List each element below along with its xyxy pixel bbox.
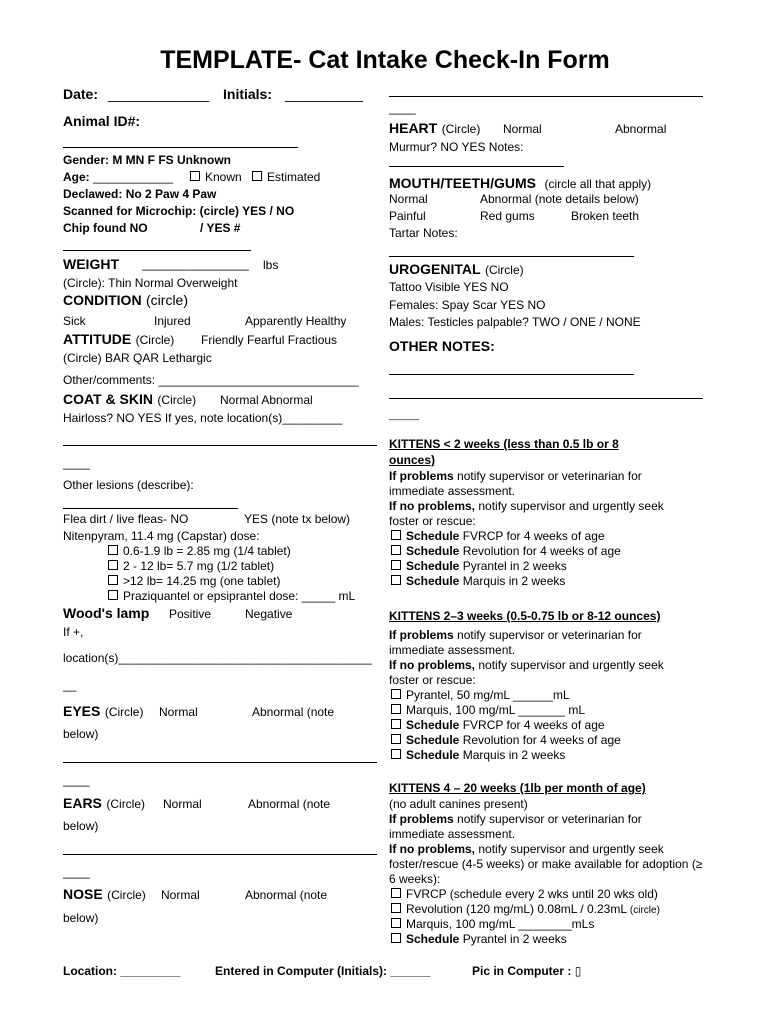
other-notes-field-2[interactable]: [389, 398, 703, 399]
k3-item-small: (circle): [629, 905, 660, 916]
dose-label: Praziquantel or epsiprantel dose: _____ mL: [123, 589, 356, 603]
eyes-normal: Normal: [159, 705, 198, 719]
woods-if: If +,: [63, 625, 84, 639]
k1-item-bold: Schedule: [406, 544, 460, 558]
k1-item-text: FVRCP for 4 weeks of age: [459, 529, 605, 543]
k1-no-problems-bold: If no problems,: [389, 499, 476, 513]
condition-healthy: Apparently Healthy: [245, 314, 347, 328]
eyes-heading: [63, 703, 143, 721]
checkbox-icon[interactable]: [391, 530, 401, 540]
mouth-red-gums: Red gums: [480, 209, 535, 223]
k3-item[interactable]: [391, 932, 567, 946]
checkbox-icon[interactable]: [252, 171, 262, 181]
checkbox-icon[interactable]: [108, 575, 118, 585]
k3-item-text: FVRCP (schedule every 2 wks until 20 wks old): [406, 887, 658, 901]
checkbox-icon[interactable]: [391, 719, 401, 729]
k3-no-problems: [389, 842, 709, 887]
woods-lamp-label: Wood's lamp: [63, 605, 150, 621]
dose-label: 2 - 12 lb= 5.7 mg (1/2 tablet): [123, 559, 275, 573]
k1-title-b: ounces): [389, 453, 436, 467]
weight-label: WEIGHT: [63, 256, 119, 272]
other-notes-blank: ______: [389, 410, 420, 420]
k2-item-text: Marquis, 100 mg/mL _______ mL: [406, 703, 585, 717]
k1-no-problems-text: notify supervisor and urgently seek foster or rescue:: [389, 499, 664, 528]
k3-item-text: Marquis, 100 mg/mL ________mLs: [406, 917, 595, 931]
condition-circle: (circle): [146, 292, 189, 308]
condition-injured: Injured: [154, 314, 191, 328]
k2-title: KITTENS 2–3 weeks (0.5-0.75 lb or 8-12 ounces): [389, 609, 661, 623]
top-notes-field[interactable]: [389, 96, 703, 97]
nitenpyram-label: Nitenpyram, 11.4 mg (Capstar) dose:: [63, 529, 260, 543]
checkbox-icon[interactable]: [391, 734, 401, 744]
coat-circle: (Circle): [157, 393, 197, 407]
k1-problems: [389, 469, 689, 499]
checkbox-icon[interactable]: [391, 575, 401, 585]
nose-below: below): [63, 911, 99, 925]
eyes-blank: ____: [63, 773, 90, 787]
checkbox-icon[interactable]: [391, 689, 401, 699]
nose-normal: Normal: [161, 888, 200, 902]
k2-no-problems-bold: If no problems,: [389, 658, 476, 672]
date-label: Date:: [63, 86, 99, 102]
k2-item-bold: Schedule: [406, 733, 460, 747]
checkbox-icon[interactable]: [108, 545, 118, 555]
k2-item[interactable]: [391, 703, 585, 717]
checkbox-icon[interactable]: [108, 560, 118, 570]
k3-item-text: Revolution (120 mg/mL) 0.08mL / 0.23mL: [406, 902, 627, 916]
ears-notes-field[interactable]: [63, 854, 377, 855]
k3-item[interactable]: [391, 917, 594, 931]
mouth-tartar-notes: Tartar Notes:: [389, 226, 458, 240]
nose-heading: [63, 886, 146, 904]
animal-id-field[interactable]: [63, 147, 298, 148]
declawed-line: Declawed: No 2 Paw 4 Paw: [63, 187, 217, 201]
dose-label: 0.6-1.9 lb = 2.85 mg (1/4 tablet): [123, 544, 291, 558]
mouth-abnormal: Abnormal (note details below): [480, 192, 639, 206]
microchip-line: Scanned for Microchip: (circle) YES / NO: [63, 204, 295, 218]
animal-id-label: Animal ID#:: [63, 113, 141, 129]
murmur-notes-field[interactable]: [389, 166, 564, 167]
top-blank: ____: [389, 101, 416, 115]
ears-abnormal: Abnormal (note: [248, 797, 331, 811]
ears-circle: (Circle): [106, 797, 146, 811]
dose-label: >12 lb= 14.25 mg (one tablet): [123, 574, 281, 588]
other-lesions-field[interactable]: [63, 508, 238, 509]
ears-heading: [63, 795, 145, 813]
dose-row[interactable]: [108, 574, 280, 588]
condition-sick: Sick: [63, 314, 86, 328]
age-estimated-label: Estimated: [267, 170, 321, 184]
date-field[interactable]: _____________: [108, 86, 210, 102]
other-comments-field[interactable]: Other/comments: ______________________________: [63, 373, 359, 387]
k1-item[interactable]: [391, 574, 565, 588]
eyes-below: below): [63, 727, 99, 741]
footer-pic-label: Pic in Computer :: [472, 964, 572, 978]
k3-problems-bold: If problems: [389, 812, 454, 826]
weight-circle-line: (Circle): Thin Normal Overweight: [63, 276, 238, 290]
k2-item[interactable]: [391, 748, 565, 762]
initials-label: Initials:: [223, 86, 273, 102]
nose-label: NOSE: [63, 886, 103, 902]
attitude-heading: [63, 331, 174, 349]
k2-item-text: Marquis in 2 weeks: [459, 748, 566, 762]
eyes-abnormal: Abnormal (note: [252, 705, 335, 719]
flea-line: Flea dirt / live fleas- NO: [63, 512, 189, 526]
urogenital-label: UROGENITAL: [389, 261, 481, 277]
attitude-label: ATTITUDE: [63, 331, 132, 347]
footer-pic[interactable]: [472, 964, 581, 978]
gender-line: Gender: M MN F FS Unknown: [63, 153, 231, 167]
mouth-broken-teeth: Broken teeth: [571, 209, 640, 223]
chip-found-line: Chip found NO: [63, 221, 148, 235]
eyes-circle: (Circle): [104, 705, 144, 719]
urogenital-circle: (Circle): [484, 263, 524, 277]
k3-problems-text: notify supervisor or veterinarian for immediate assessment.: [389, 812, 642, 841]
hairloss-blank: ____: [63, 456, 90, 470]
flea-yes: YES (note tx below): [244, 512, 351, 526]
checkbox-icon[interactable]: [391, 704, 401, 714]
k1-no-problems: [389, 499, 689, 529]
coat-label: COAT & SKIN: [63, 391, 153, 407]
k2-item-bold: Schedule: [406, 718, 460, 732]
murmur-line: Murmur? NO YES Notes:: [389, 140, 524, 154]
checkbox-icon[interactable]: [108, 590, 118, 600]
attitude-line2: (Circle) BAR QAR Lethargic: [63, 351, 212, 365]
k2-problems-text: notify supervisor or veterinarian for immediate assessment.: [389, 628, 642, 657]
hairloss-line[interactable]: Hairloss? NO YES If yes, note location(s)_________: [63, 411, 343, 425]
checkbox-icon[interactable]: [391, 749, 401, 759]
heart-label: HEART: [389, 120, 438, 136]
chip-number-field[interactable]: [63, 250, 251, 251]
dose-row[interactable]: [108, 589, 355, 603]
ears-blank: ____: [63, 865, 90, 879]
k2-item[interactable]: [391, 718, 605, 732]
k3-item-bold: Schedule: [406, 932, 460, 946]
weight-unit: lbs: [263, 258, 279, 272]
males-line: Males: Testicles palpable? TWO / ONE / NONE: [389, 315, 641, 329]
condition-heading: [63, 292, 188, 310]
checkbox-icon[interactable]: [391, 545, 401, 555]
heart-normal: Normal: [503, 122, 542, 136]
attitude-options: Friendly Fearful Fractious: [201, 333, 338, 347]
form-title: TEMPLATE- Cat Intake Check-In Form: [160, 46, 610, 74]
checkbox-icon[interactable]: [190, 171, 200, 181]
age-known-option[interactable]: [190, 170, 242, 184]
mouth-heading: [389, 175, 651, 193]
location-field[interactable]: location(s)______________________________________: [63, 651, 372, 665]
k2-no-problems: [389, 658, 689, 688]
k3-item-text: Pyrantel in 2 weeks: [459, 932, 567, 946]
k2-problems-bold: If problems: [389, 628, 454, 642]
k1-title-a: KITTENS < 2 weeks (less than 0.5 lb or 8: [389, 437, 619, 451]
k3-subtitle: (no adult canines present): [389, 797, 528, 811]
k1-problems-bold: If problems: [389, 469, 454, 483]
other-lesions-label: Other lesions (describe):: [63, 478, 194, 492]
coat-heading: [63, 391, 196, 409]
k1-item-text: Marquis in 2 weeks: [459, 574, 566, 588]
weight-field[interactable]: ________________: [142, 257, 249, 271]
k1-item-text: Revolution for 4 weeks of age: [459, 544, 621, 558]
initials-field[interactable]: __________: [285, 86, 363, 102]
k1-item[interactable]: [391, 529, 605, 543]
hairloss-field[interactable]: [63, 445, 377, 446]
checkbox-icon[interactable]: ▯: [574, 964, 582, 978]
k3-no-problems-text: notify supervisor and urgently seek foster/rescue (4-5 weeks) or make available for adoption (≥ 6 weeks):: [389, 842, 703, 886]
dose-row[interactable]: [108, 559, 274, 573]
footer-location[interactable]: Location: _________: [63, 964, 181, 978]
chip-yes-label: / YES #: [200, 221, 241, 235]
k1-item-bold: Schedule: [406, 529, 460, 543]
k3-item[interactable]: [391, 902, 660, 916]
checkbox-icon[interactable]: [391, 903, 401, 913]
k2-item[interactable]: [391, 733, 621, 747]
k1-item[interactable]: [391, 559, 567, 573]
dose-row[interactable]: [108, 544, 291, 558]
k2-problems: [389, 628, 689, 658]
eyes-label: EYES: [63, 703, 101, 719]
woods-positive: Positive: [169, 607, 212, 621]
tattoo-line: Tattoo Visible YES NO: [389, 280, 509, 294]
k1-item-bold: Schedule: [406, 574, 460, 588]
k1-item-text: Pyrantel in 2 weeks: [459, 559, 567, 573]
woods-negative: Negative: [245, 607, 293, 621]
heart-heading: [389, 120, 480, 138]
nose-circle: (Circle): [107, 888, 146, 902]
checkbox-icon[interactable]: [391, 933, 401, 943]
k2-item-text: Revolution for 4 weeks of age: [459, 733, 621, 747]
attitude-circle: (Circle): [135, 333, 175, 347]
mouth-label: MOUTH/TEETH/GUMS: [389, 175, 536, 191]
age-label: Age:: [63, 170, 90, 184]
k3-title: KITTENS 4 – 20 weeks (1lb per month of age): [389, 781, 646, 795]
other-notes-label: OTHER NOTES:: [389, 338, 495, 354]
k1-problems-text: notify supervisor or veterinarian for immediate assessment.: [389, 469, 642, 498]
condition-label: CONDITION: [63, 292, 142, 308]
k2-item-text: FVRCP for 4 weeks of age: [459, 718, 605, 732]
k2-item-text: Pyrantel, 50 mg/mL ______mL: [406, 688, 570, 702]
heart-abnormal: Abnormal: [615, 122, 667, 136]
mouth-circle: (circle all that apply): [544, 177, 652, 191]
k3-item[interactable]: [391, 887, 658, 901]
k2-item[interactable]: [391, 688, 570, 702]
k2-item-bold: Schedule: [406, 748, 460, 762]
females-line: Females: Spay Scar YES NO: [389, 298, 546, 312]
age-known-label: Known: [205, 170, 242, 184]
age-row: [63, 170, 173, 184]
mouth-notes-field[interactable]: [389, 256, 634, 257]
k1-item-bold: Schedule: [406, 559, 460, 573]
ears-normal: Normal: [163, 797, 202, 811]
other-notes-field[interactable]: [389, 374, 634, 375]
urogenital-heading: [389, 261, 524, 279]
eyes-notes-field[interactable]: [63, 762, 377, 763]
coat-options: Normal Abnormal: [220, 393, 313, 407]
ears-below: below): [63, 819, 99, 833]
mouth-normal: Normal: [389, 192, 428, 206]
checkbox-icon[interactable]: [391, 918, 401, 928]
checkbox-icon[interactable]: [391, 888, 401, 898]
mouth-painful: Painful: [389, 209, 426, 223]
ears-label: EARS: [63, 795, 102, 811]
age-field[interactable]: ____________: [93, 170, 174, 184]
location-blank: __: [63, 678, 77, 692]
nose-abnormal: Abnormal (note: [245, 888, 328, 902]
age-estimated-option[interactable]: [252, 170, 320, 184]
k3-problems: [389, 812, 689, 842]
k3-no-problems-bold: If no problems,: [389, 842, 476, 856]
heart-circle: (Circle): [441, 122, 481, 136]
footer-entered[interactable]: Entered in Computer (Initials): ______: [215, 964, 431, 978]
k1-item[interactable]: [391, 544, 621, 558]
k2-no-problems-text: notify supervisor and urgently seek foster or rescue:: [389, 658, 664, 687]
checkbox-icon[interactable]: [391, 560, 401, 570]
